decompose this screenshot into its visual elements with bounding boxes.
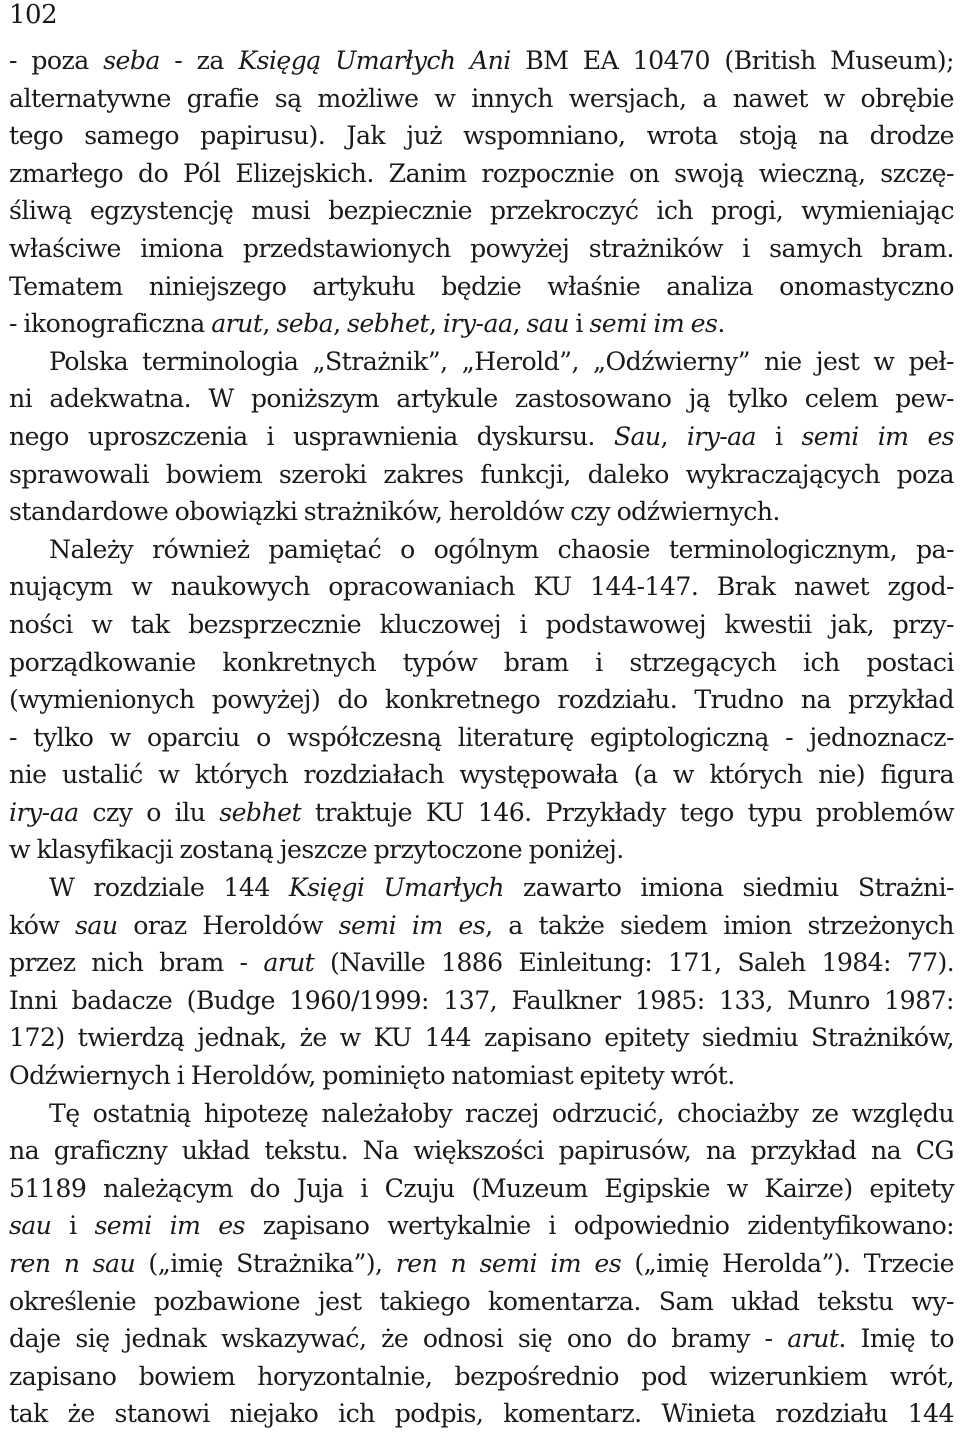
italic-term: semi im es	[338, 910, 486, 940]
text-segment: ni adekwatna. W poniższym artykule zastosowano ją tylko celem pew-	[9, 384, 954, 414]
text-line	[9, 681, 954, 719]
italic-term: seba	[276, 309, 334, 339]
text-line	[9, 794, 954, 832]
text-line	[9, 719, 954, 757]
text-segment: ,	[660, 421, 687, 451]
text-segment: ,	[512, 309, 527, 339]
text-segment: („imię Herolda”). Trzecie	[621, 1249, 954, 1278]
text-line	[9, 831, 954, 869]
text-line	[9, 230, 954, 268]
text-segment: i	[51, 1211, 95, 1241]
text-segment: sprawowali bowiem szeroki zakres funkcji, daleko wykraczających poza	[9, 459, 954, 489]
text-segment: tego samego papirusu). Jak już wspomniano, wrota stoją na drodze	[9, 121, 954, 151]
text-segment: BM EA 10470 (British Museum);	[510, 46, 954, 75]
text-line	[9, 268, 954, 306]
italic-term: seba	[103, 46, 160, 75]
text-segment: traktuje KU 146. Przykłady tego typu problemów	[301, 797, 954, 827]
text-segment: czy o ilu	[78, 797, 220, 827]
text-segment: 172) twierdzą jednak, że w KU 144 zapisano epitety siedmiu Strażników,	[9, 1023, 954, 1053]
text-segment: na graficzny układ tekstu. Na większości papirusów, na przykład na CG	[9, 1136, 954, 1166]
text-segment: porządkowanie konkretnych typów bram i strzegących ich postaci	[9, 647, 954, 677]
text-line	[9, 1057, 954, 1095]
text-segment: określenie pozbawione jest takiego komentarza. Sam układ tekstu wy-	[9, 1286, 954, 1316]
italic-term: sebhet	[219, 797, 302, 827]
italic-term: ren n semi im es	[395, 1249, 622, 1278]
italic-term: semi im es	[801, 421, 954, 451]
text-line	[9, 869, 954, 907]
text-segment: Tę ostatnią hipotezę należałoby raczej odrzucić, chociażby ze względu	[49, 1098, 954, 1128]
text-segment: , a także siedem imion strzeżonych	[485, 910, 954, 940]
text-segment: Odźwiernych i Heroldów, pominięto natomiast epitety wrót.	[9, 1061, 735, 1091]
text-segment: - poza	[9, 46, 104, 75]
italic-term: arut	[263, 948, 315, 978]
text-line	[9, 418, 954, 456]
text-segment: przez nich bram -	[9, 948, 264, 978]
text-segment: nującym w naukowych opracowaniach KU 144-147. Brak nawet zgod-	[9, 572, 954, 602]
italic-term: Księgi Umarłych	[288, 873, 504, 903]
italic-term: ren n sau	[9, 1249, 136, 1278]
text-segment: („imię Strażnika”),	[135, 1249, 396, 1278]
text-line	[9, 1095, 954, 1133]
text-line	[9, 1320, 954, 1358]
text-line	[9, 1245, 954, 1283]
italic-term: semi im es	[94, 1211, 245, 1241]
text-segment: alternatywne grafie są możliwe w innych wersjach, a nawet w obrębie	[9, 83, 954, 113]
text-line	[9, 155, 954, 193]
text-line	[9, 456, 954, 494]
text-segment: zapisano wertykalnie i odpowiednio zidentyfikowano:	[244, 1211, 954, 1241]
text-segment: śliwą egzystencję musi bezpiecznie przekroczyć ich progi, wymieniając	[9, 196, 954, 226]
italic-term: iry-aa	[9, 797, 79, 827]
text-line	[9, 80, 954, 118]
text-segment: .	[717, 309, 725, 339]
italic-term: sau	[9, 1211, 52, 1241]
text-segment: - tylko w oparciu o współczesną literaturę egiptologiczną - jednoznacz-	[9, 722, 954, 752]
italic-term: sau	[75, 910, 118, 940]
text-segment: 51189 należącym do Juja i Czuju (Muzeum Egipskie w Kairze) epitety	[9, 1173, 954, 1203]
text-line	[9, 756, 954, 794]
text-segment: zawarto imiona siedmiu Strażni-	[503, 873, 954, 903]
text-segment: W rozdziale 144	[49, 873, 289, 903]
text-segment: Polska terminologia „Strażnik”, „Herold”, „Odźwierny” nie jest w peł-	[49, 346, 954, 376]
text-segment: ,	[262, 309, 277, 339]
body-text	[9, 42, 954, 1433]
italic-term: Sau	[613, 421, 661, 451]
text-segment: Tematem niniejszego artykułu będzie właśnie analiza onomastyczno	[9, 271, 954, 301]
italic-term: iry-aa	[442, 309, 513, 339]
text-line	[9, 907, 954, 945]
text-line	[9, 944, 954, 982]
text-line	[9, 305, 954, 343]
text-line	[9, 568, 954, 606]
text-line	[9, 531, 954, 569]
text-segment: Inni badacze (Budge 1960/1999: 137, Faulkner 1985: 133, Munro 1987:	[9, 985, 954, 1015]
italic-term: arut	[787, 1324, 839, 1354]
text-segment: (wymienionych powyżej) do konkretnego rozdziału. Trudno na przykład	[9, 685, 954, 715]
text-segment: ności w tak bezsprzecznie kluczowej i podstawowej kwestii jak, przy-	[9, 609, 954, 639]
text-line	[9, 982, 954, 1020]
text-segment: standardowe obowiązki strażników, heroldów czy odźwiernych.	[9, 497, 780, 527]
text-line	[9, 644, 954, 682]
text-line	[9, 42, 954, 80]
text-line	[9, 343, 954, 381]
text-segment: . Imię to	[838, 1324, 954, 1354]
italic-term: iry-aa	[686, 421, 756, 451]
text-segment: ,	[333, 309, 348, 339]
text-segment: tak że stanowi niejako ich podpis, komentarz. Winieta rozdziału 144	[9, 1399, 954, 1429]
text-segment: zapisano bowiem horyzontalnie, bezpośrednio pod wizerunkiem wrót,	[9, 1361, 954, 1391]
text-line	[9, 1019, 954, 1057]
italic-term: Księgą Umarłych Ani	[238, 46, 511, 75]
text-line	[9, 1132, 954, 1170]
text-segment: daje się jednak wskazywać, że odnosi się ono do bramy -	[9, 1324, 788, 1354]
text-line	[9, 117, 954, 155]
text-segment: - ikonograficzna	[9, 309, 212, 339]
text-segment: ków	[9, 910, 76, 940]
text-line	[9, 1207, 954, 1245]
page-number: 102	[9, 0, 58, 30]
text-line	[9, 493, 954, 531]
italic-term: sau	[526, 309, 569, 339]
text-line	[9, 1358, 954, 1396]
text-line	[9, 1283, 954, 1321]
text-line	[9, 606, 954, 644]
italic-term: semi im es	[589, 309, 718, 339]
text-line	[9, 192, 954, 230]
text-segment: - za	[159, 46, 239, 75]
text-line	[9, 1395, 954, 1433]
text-segment: ,	[428, 309, 443, 339]
text-line	[9, 380, 954, 418]
text-segment: i	[568, 309, 590, 339]
text-segment: nego uproszczenia i usprawnienia dyskursu.	[9, 421, 614, 451]
text-segment: w klasyfikacji zostaną jeszcze przytoczone poniżej.	[9, 835, 624, 865]
text-segment: właściwe imiona przedstawionych powyżej strażników i samych bram.	[9, 233, 954, 263]
italic-term: sebhet	[347, 309, 429, 339]
text-segment: oraz Heroldów	[117, 910, 339, 940]
text-segment: i	[755, 421, 802, 451]
italic-term: arut	[211, 309, 263, 339]
text-segment: (Naville 1886 Einleitung: 171, Saleh 1984: 77).	[314, 948, 954, 978]
text-segment: Należy również pamiętać o ogólnym chaosie terminologicznym, pa-	[49, 534, 954, 564]
text-line	[9, 1170, 954, 1208]
text-segment: nie ustalić w których rozdziałach występowała (a w których nie) figura	[9, 760, 954, 790]
text-segment: zmarłego do Pól Elizejskich. Zanim rozpocznie on swoją wieczną, szczę-	[9, 158, 954, 188]
